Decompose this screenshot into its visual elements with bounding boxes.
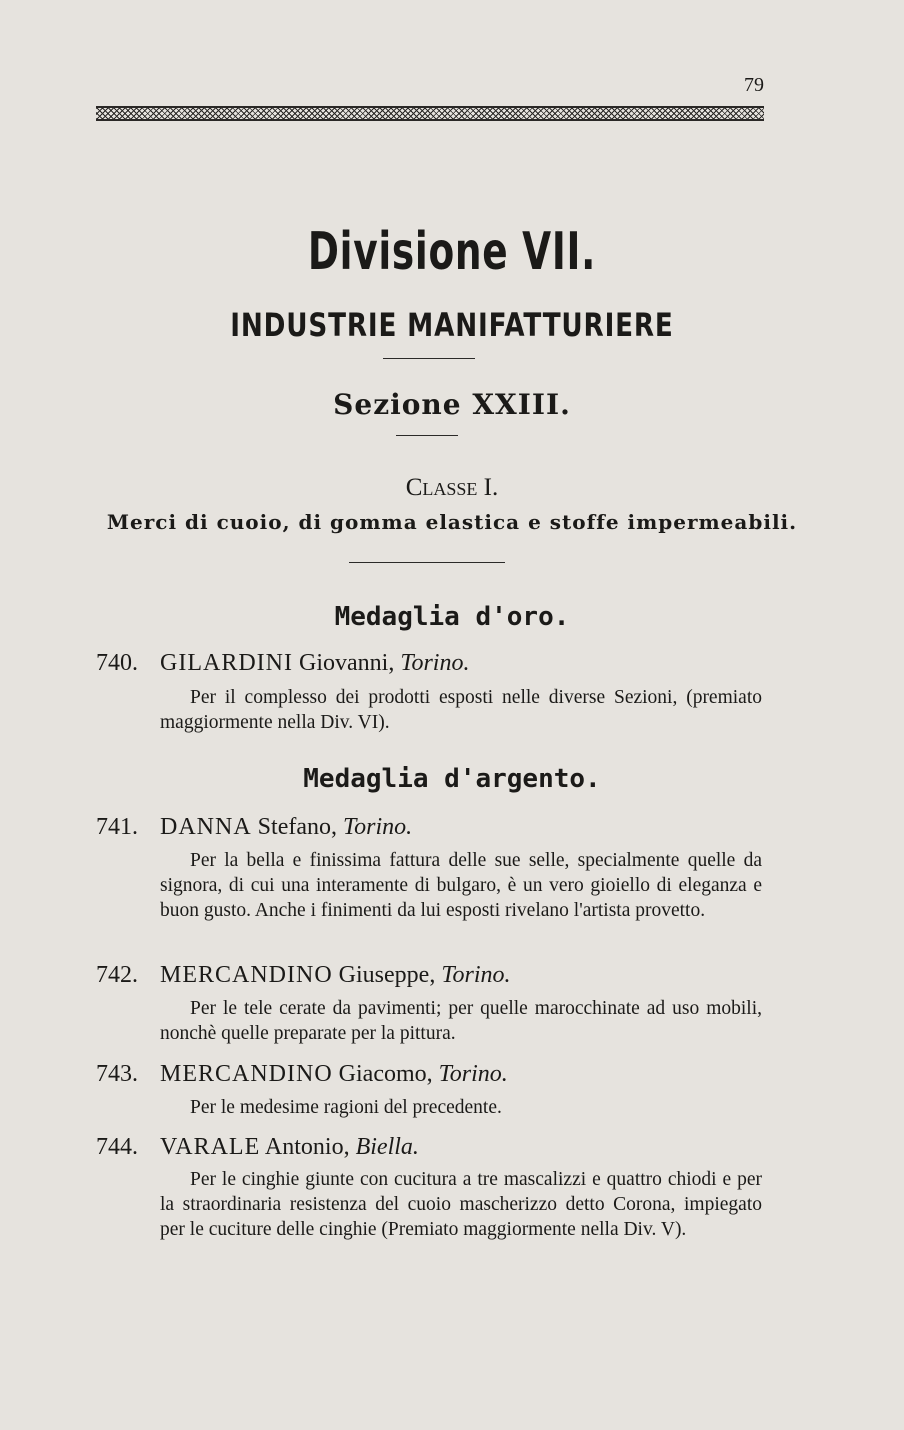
entry-city: Torino. (342, 814, 413, 840)
entry-surname: GILARDINI (160, 650, 293, 676)
entry-given-name: Giovanni (298, 650, 389, 676)
entry-heading: 744. VARALE Antonio, Biella. (96, 1134, 419, 1160)
entry-number: 743. (96, 1061, 138, 1087)
medal-heading-silver: Medaglia d'argento. (303, 764, 601, 794)
entry-heading: 740. GILARDINI Giovanni, Torino. (96, 650, 470, 676)
page-number: 79 (744, 74, 764, 96)
classe-numeral: I. (483, 474, 499, 501)
divider (349, 562, 505, 563)
entry-heading: 741. DANNA Stefano, Torino. (96, 814, 413, 840)
entry-given-name: Giacomo (338, 1061, 427, 1087)
classe-word: Classe (405, 474, 478, 501)
entry-city: Torino. (441, 962, 511, 988)
classe-heading (0, 474, 904, 502)
divider (383, 358, 475, 359)
entry-given-name: Giuseppe (338, 962, 430, 988)
entry-description: Per le cinghie giunte con cucitura a tre mascalizzi e quattro chiodi e per la straordinaria resistenza del cuoio mascherizzo detto Corona, impiegato per le cuciture delle cinghie (Premiato maggiormente nella Div. V). (160, 1169, 762, 1240)
ornamental-rule (96, 106, 764, 121)
entry-surname: MERCANDINO (160, 1061, 333, 1087)
entry-given-name: Antonio (264, 1134, 344, 1160)
entry-number: 744. (96, 1134, 138, 1160)
entry-description: Per le medesime ragioni del precedente. (190, 1097, 502, 1118)
entry-city: Torino. (400, 650, 470, 676)
entry-number: 741. (96, 814, 138, 840)
entry-city: Torino. (438, 1061, 508, 1087)
sezione-heading: Sezione XXIII. (333, 388, 571, 421)
entry-given-name: Stefano (257, 814, 331, 840)
division-title: Divisione VII. (307, 222, 597, 282)
medal-heading-gold: Medaglia d'oro. (334, 602, 570, 632)
entry-surname: VARALE (160, 1134, 261, 1160)
entry-description: Per la bella e finissima fattura delle sue selle, specialmente quelle da signora, di cui una interamente di bulgaro, è un vero gioiello di eleganza e buon gusto. Anche i finimenti da lui esposti rivelano l'artista provetto. (160, 850, 762, 921)
entry-heading: 742. MERCANDINO Giuseppe, Torino. (96, 962, 511, 988)
entry-surname: DANNA (160, 814, 252, 840)
entry-description: Per il complesso dei prodotti esposti nelle diverse Sezioni, (premiato maggiormente nella Div. VI). (160, 687, 762, 733)
entry-number: 740. (96, 650, 138, 676)
entry-city: Biella. (355, 1134, 419, 1160)
entry-heading: 743. MERCANDINO Giacomo, Torino. (96, 1061, 508, 1087)
section-heading: INDUSTRIE MANIFATTURIERE (230, 306, 674, 344)
divider (396, 435, 458, 436)
entry-surname: MERCANDINO (160, 962, 333, 988)
classe-subtitle: Merci di cuoio, di gomma elastica e stoffe impermeabili. (106, 510, 798, 534)
entry-description: Per le tele cerate da pavimenti; per quelle marocchinate ad uso mobili, nonchè quelle preparate per la pittura. (160, 998, 762, 1044)
entry-number: 742. (96, 962, 138, 988)
